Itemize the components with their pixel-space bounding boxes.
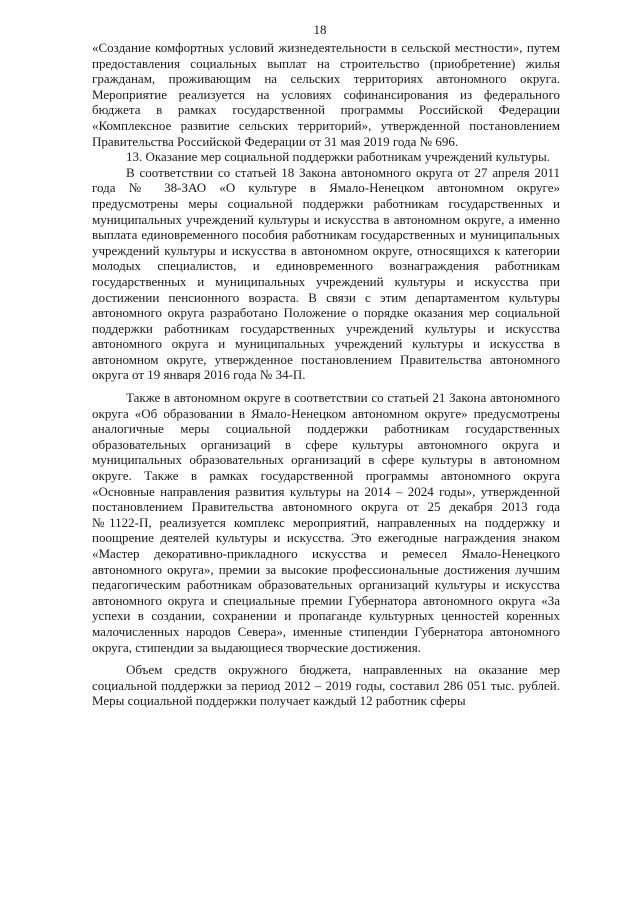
paragraph-budget-volume: Объем средств окружного бюджета, направленных на оказание мер социальной поддержки за период 2012 – 2019 годы, составил 286 051 тыс. рублей. Меры социальной поддержки получает каждый 12 работник сферы: [92, 662, 560, 709]
paragraph-culture-law: В соответствии со статьей 18 Закона автономного округа от 27 апреля 2011 года № 38-ЗАО «О культуре в Ямало-Ненецком автономном округе» предусмотрены меры социальной поддержки работникам государственных и муниципальных учреждений культуры и искусства в автономном округе, а именно выплата единовременного пособия работникам государственных и муниципальных учреждений культуры и искусства в автономном округе, относящихся к категории молодых специалистов, и единовременного вознаграждения работникам государственных и муниципальных учреждений культуры и искусства при достижении пенсионного возраста. В связи с этим департаментом культуры автономного округа разработано Положение о порядке оказания мер социальной поддержки работникам государственных учреждений культуры и искусства автономного округа и муниципальных учреждений культуры и искусства в автономном округе, утвержденное постановлением Правительства автономного округа от 19 января 2016 года № 34-П.: [92, 164, 560, 383]
document-body: [92, 40, 560, 709]
paragraph-rural-housing: «Создание комфортных условий жизнедеятельности в сельской местности», путем предоставления социальных выплат на строительство (приобретение) жилья гражданам, проживающим на сельских территориях автономного округа. Мероприятие реализуется на условиях софинансирования из федерального бюджета в рамках государственной программы Российской Федерации «Комплексное развитие сельских территорий», утвержденной постановлением Правительства Российской Федерации от 31 мая 2019 года № 696.: [92, 40, 560, 149]
section-heading-culture-workers: 13. Оказание мер социальной поддержки работникам учреждений культуры.: [126, 149, 551, 165]
page-number: 18: [313, 22, 327, 37]
paragraph-education-law: Также в автономном округе в соответствии со статьей 21 Закона автономного округа «Об образовании в Ямало-Ненецком автономном округе» предусмотрены аналогичные меры социальной поддержки работникам государственных образовательных организаций в сфере культуры автономного округа и муниципальных образовательных организаций в сфере культуры в автономном округе. Также в рамках государственной программы автономного округа «Основные направления развития культуры на 2014 – 2024 годы», утвержденной постановлением Правительства автономного округа от 25 декабря 2013 года №1122-П, реализуется комплекс мероприятий, направленных на поддержку и поощрение деятелей культуры и искусства. Это ежегодные награждения знаком «Мастер декоративно-прикладного искусства и ремесел Ямало-Ненецкого автономного округа», премии за высокие профессиональные достижения лучшим педагогическим работникам образовательных организаций культуры и искусства автономного округа и специальные премии Губернатора автономного округа «За успехи в создании, сохранении и пропаганде культурных ценностей коренных малочисленных народов Севера», именные стипендии Губернатора автономного округа, стипендии за выдающиеся творческие достижения.: [92, 390, 560, 655]
